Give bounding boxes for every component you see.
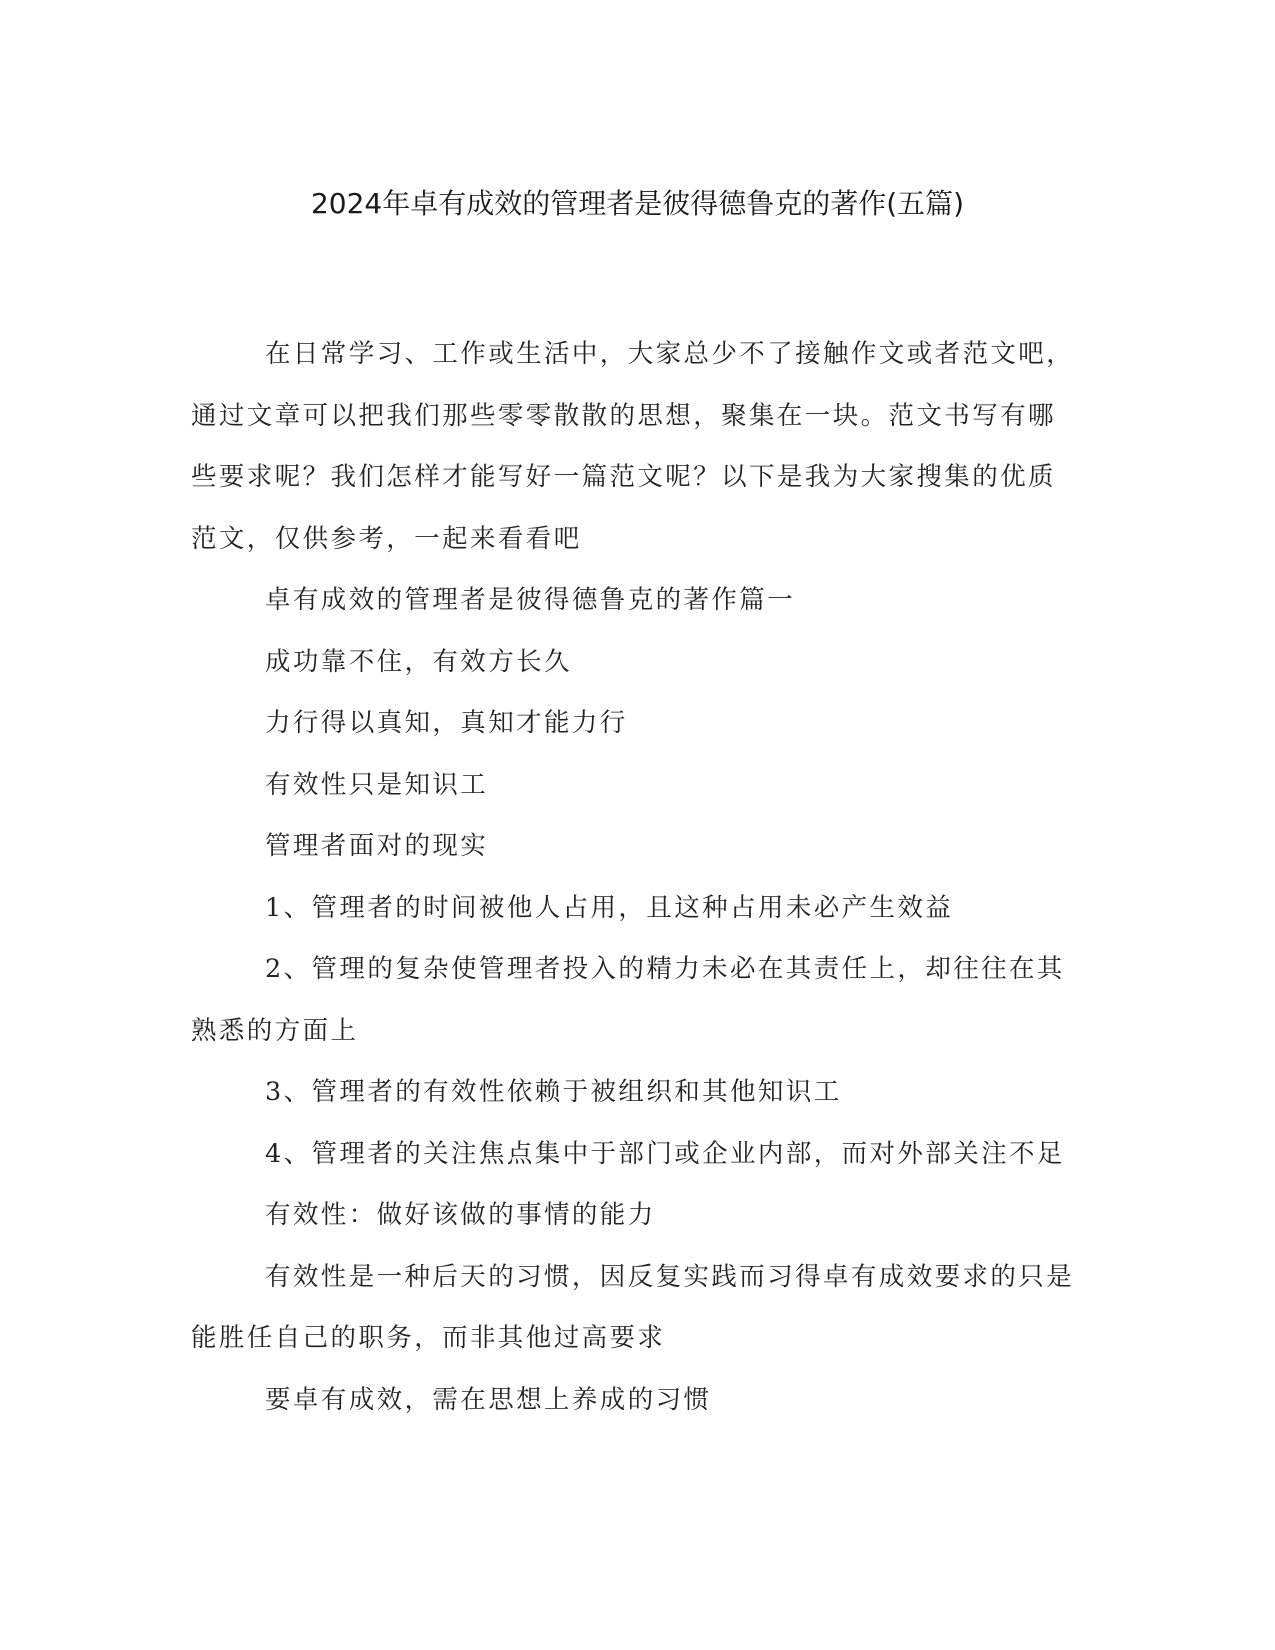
paragraph: 有效性只是知识工: [265, 769, 489, 800]
document-title: 2024年卓有成效的管理者是彼得德鲁克的著作(五篇): [310, 187, 965, 220]
paragraph: 成功靠不住，有效方长久: [265, 646, 572, 677]
paragraph: 要卓有成效，需在思想上养成的习惯: [265, 1384, 712, 1415]
paragraph: 力行得以真知，真知才能力行: [265, 708, 628, 738]
list-item: 3、管理者的有效性依赖于被组织和其他知识工: [265, 1077, 842, 1107]
paragraph: 有效性：做好该做的事情的能力: [265, 1200, 656, 1230]
document-body: [191, 324, 1079, 1431]
list-item: 1、管理者的时间被他人占用，且这种占用未必产生效益: [265, 892, 954, 923]
list-item: 2、管理的复杂使管理者投入的精力未必在其责任上，却往往在其熟悉的方面上: [191, 954, 1065, 1046]
list-item: 4、管理者的关注焦点集中于部门或企业内部，而对外部关注不足: [265, 1138, 1065, 1169]
paragraph-intro: 在日常学习、工作或生活中，大家总少不了接触作文或者范文吧，通过文章可以把我们那些零零散散的思想，聚集在一块。范文书写有哪些要求呢？我们怎样才能写好一篇范文呢？以下是我为大家搜集的优质范文，仅供参考，一起来看看吧: [191, 339, 1075, 554]
paragraph-section-heading: 卓有成效的管理者是彼得德鲁克的著作篇一: [265, 585, 796, 615]
paragraph: 有效性是一种后天的习惯，因反复实践而习得卓有成效要求的只是能胜任自己的职务，而非其他过高要求: [191, 1261, 1075, 1353]
paragraph: 管理者面对的现实: [265, 831, 489, 861]
